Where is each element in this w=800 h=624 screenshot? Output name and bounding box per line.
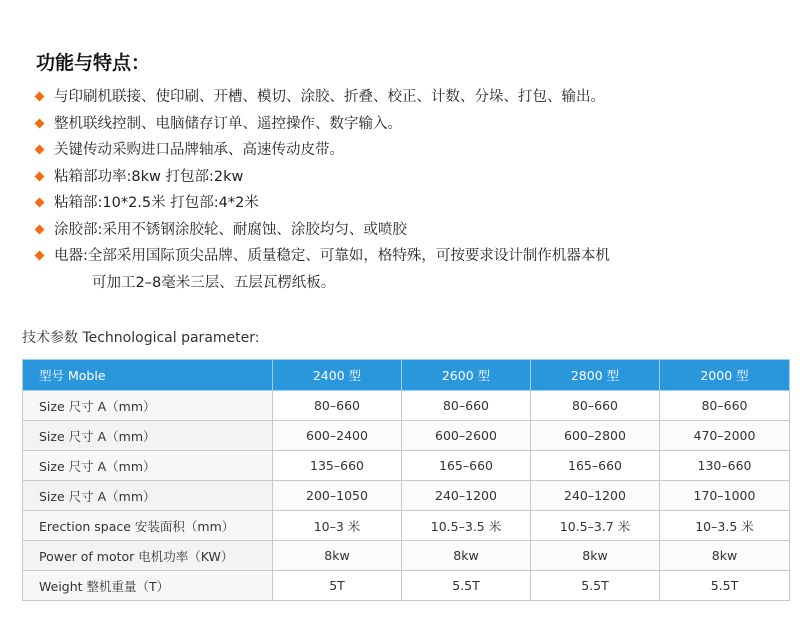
orange-diamond-icon	[35, 198, 45, 208]
feature-text: 粘箱部功率:8kw 打包部:2kw	[54, 168, 244, 185]
table-cell: 200–1050	[273, 481, 402, 511]
table-cell: 5.5T	[660, 571, 790, 601]
header-cell: 2400 型	[273, 360, 402, 391]
feature-list	[36, 84, 776, 296]
table-cell: 5T	[273, 571, 402, 601]
feature-text: 涂胶部:采用不锈钢涂胶轮、耐腐蚀、涂胶均匀、或喷胶	[54, 221, 407, 238]
table-cell: 10.5–3.5 米	[402, 511, 531, 541]
feature-text: 整机联线控制、电脑储存订单、遥控操作、数字输入。	[54, 115, 402, 132]
table-cell: 170–1000	[660, 481, 790, 511]
feature-text: 电器:全部采用国际顶尖品牌、质量稳定、可靠如，格特殊，可按要求设计制作机器本机	[54, 248, 610, 264]
table-cell: 80–660	[402, 391, 531, 421]
table-row	[23, 481, 790, 511]
table-cell: 80–660	[531, 391, 660, 421]
table-cell: 8kw	[660, 541, 790, 571]
table-row	[23, 451, 790, 481]
row-label: Power of motor 电机功率（KW）	[23, 541, 273, 571]
table-row	[23, 541, 790, 571]
table-header-row	[23, 360, 790, 391]
table-row	[23, 571, 790, 601]
table-cell: 80–660	[660, 391, 790, 421]
table-cell: 130–660	[660, 451, 790, 481]
row-label: Size 尺寸 A（mm）	[23, 451, 273, 481]
table-cell: 470–2000	[660, 421, 790, 451]
table-cell: 600–2600	[402, 421, 531, 451]
row-label: Size 尺寸 A（mm）	[23, 391, 273, 421]
row-label: Weight 整机重量（T）	[23, 571, 273, 601]
feature-item	[36, 84, 776, 111]
table-cell: 5.5T	[531, 571, 660, 601]
table-cell: 600–2400	[273, 421, 402, 451]
orange-diamond-icon	[35, 118, 45, 128]
row-label: Erection space 安装面积（mm）	[23, 511, 273, 541]
feature-item	[36, 190, 776, 217]
header-cell: 2800 型	[531, 360, 660, 391]
header-cell: 2000 型	[660, 360, 790, 391]
features-title: 功能与特点：	[36, 52, 151, 74]
orange-diamond-icon	[35, 251, 45, 261]
features-section	[36, 50, 776, 296]
table-row	[23, 421, 790, 451]
feature-text-continued: 可加工2–8毫米三层、五层瓦楞纸板。	[92, 274, 336, 291]
feature-text: 与印刷机联接、使印刷、开槽、模切、涂胶、折叠、校正、计数、分垛、打包、输出。	[54, 89, 605, 105]
table-cell: 8kw	[531, 541, 660, 571]
table-cell: 165–660	[402, 451, 531, 481]
feature-text: 粘箱部:10*2.5米 打包部:4*2米	[54, 195, 259, 211]
table-title: 技术参数 Technological parameter:	[22, 330, 260, 346]
table-cell: 135–660	[273, 451, 402, 481]
table-cell: 165–660	[531, 451, 660, 481]
feature-item	[36, 217, 776, 244]
header-cell: 2600 型	[402, 360, 531, 391]
orange-diamond-icon	[35, 145, 45, 155]
table-cell: 240–1200	[531, 481, 660, 511]
table-cell: 10–3.5 米	[660, 511, 790, 541]
table-cell: 10.5–3.7 米	[531, 511, 660, 541]
table-row	[23, 511, 790, 541]
header-cell-model: 型号 Moble	[23, 360, 273, 391]
parameter-table	[22, 359, 790, 601]
table-cell: 10–3 米	[273, 511, 402, 541]
table-cell: 5.5T	[402, 571, 531, 601]
orange-diamond-icon	[35, 171, 45, 181]
table-cell: 240–1200	[402, 481, 531, 511]
feature-item	[36, 111, 776, 138]
table-cell: 80–660	[273, 391, 402, 421]
feature-item	[36, 243, 776, 296]
table-row	[23, 391, 790, 421]
table-cell: 8kw	[402, 541, 531, 571]
table-cell: 600–2800	[531, 421, 660, 451]
orange-diamond-icon	[35, 224, 45, 234]
row-label: Size 尺寸 A（mm）	[23, 481, 273, 511]
row-label: Size 尺寸 A（mm）	[23, 421, 273, 451]
feature-text: 关键传动采购进口品牌轴承、高速传动皮带。	[54, 142, 344, 158]
table-cell: 8kw	[273, 541, 402, 571]
orange-diamond-icon	[35, 92, 45, 102]
feature-item	[36, 164, 776, 191]
feature-item	[36, 137, 776, 164]
